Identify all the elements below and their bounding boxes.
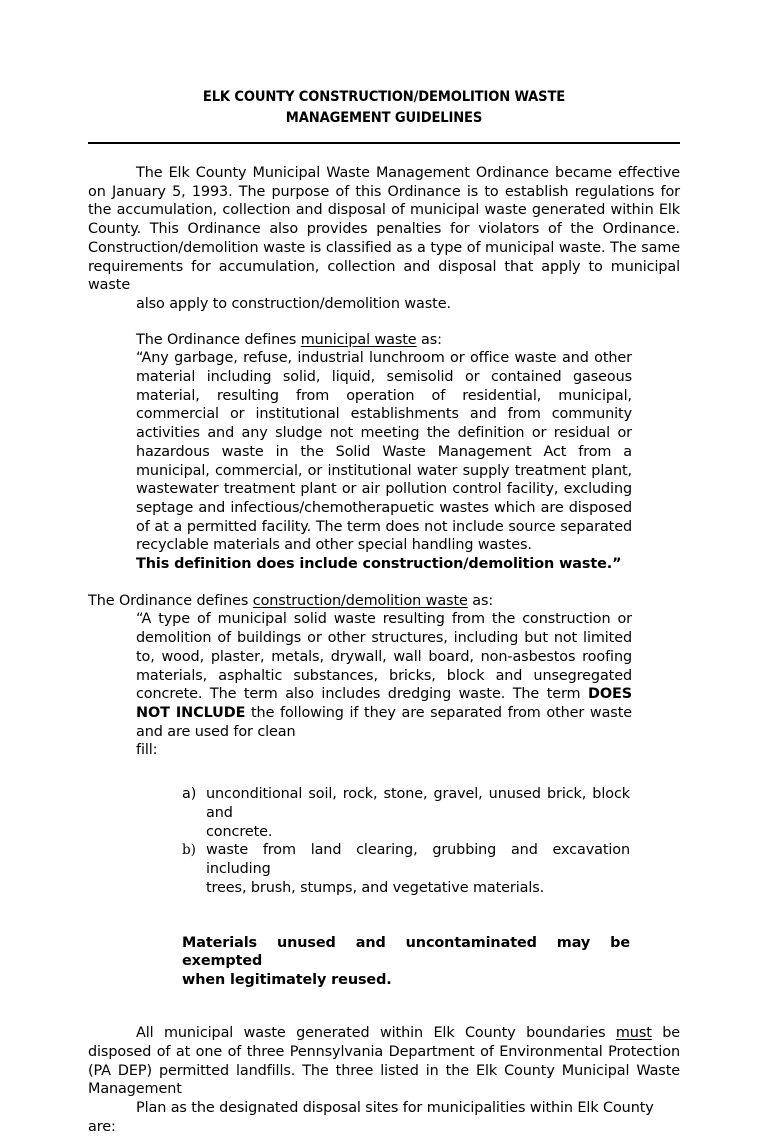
municipal-waste-definition-bold: This definition does include construction/demolition waste.” — [136, 556, 622, 573]
list-item-body: unconditional soil, rock, stone, gravel, unused brick, block and — [206, 786, 630, 821]
exclusion-list — [182, 785, 630, 897]
document-content — [88, 86, 680, 1136]
intro-paragraph-body: The Elk County Municipal Waste Management Ordinance became effective on January 5, 1993. The purpose of this Ordinance is to establish regulations for the accumulation, collection and disposal of municipal waste generated within Elk County. This Ordinance also provides penalties for violators of the Ordinance. Construction/demolition waste is classified as a type of municipal waste. The same requirements for accumulation, collection and disposal that apply to municipal waste — [88, 165, 680, 294]
list-item-text — [206, 786, 630, 841]
list-item-last-line: concrete. — [206, 823, 273, 840]
cd-waste-definition-part2: the following if they are separated from other waste and are used for clean — [136, 704, 632, 740]
cd-waste-lead-prefix: The Ordinance defines — [88, 592, 253, 609]
exemption-note-body: Materials unused and uncontaminated may be exempted — [182, 934, 630, 970]
spacer — [88, 1004, 680, 1024]
list-item-text — [206, 842, 630, 897]
municipal-waste-term: municipal waste — [300, 331, 417, 348]
municipal-waste-lead-prefix: The Ordinance defines — [136, 331, 301, 348]
intro-paragraph-last-line: also apply to construction/demolition waste. — [136, 295, 451, 312]
closing-paragraph — [88, 1024, 680, 1136]
title-line-2: MANAGEMENT GUIDELINES — [285, 109, 483, 126]
page-title — [88, 86, 680, 128]
cd-waste-definition-last-line: fill: — [136, 742, 158, 759]
list-marker-a: a) — [182, 786, 197, 803]
intro-paragraph — [88, 164, 680, 314]
spacer — [88, 144, 680, 164]
cd-waste-definition — [136, 610, 632, 760]
closing-paragraph-part1: All municipal waste generated within Elk County boundaries — [136, 1025, 616, 1042]
municipal-waste-definition-body: “Any garbage, refuse, industrial lunchroom or office waste and other material including solid, liquid, semisolid or contained gaseous material, resulting from operation of residential, municipal, commercial or institutional establishments and from community activities and any sludge not meeting the definition or residual or hazardous waste in the Solid Waste Management Act from a municipal, commercial, or institutional water supply treatment plant, wastewater treatment plant or air pollution control facility, excluding septage and infectious/chemotherapuetic wastes which are disposed of at a permitted facility. The term does not include source separated recyclable materials and other special handling wastes. — [136, 350, 632, 554]
list-item — [182, 841, 630, 897]
closing-paragraph-part2: be disposed of at one of three Pennsylvania Department of Environmental Protection (PA DEP) permitted landfills. The three listed in the Elk County Municipal Waste Management — [88, 1025, 680, 1098]
title-line-1: ELK COUNTY CONSTRUCTION/DEMOLITION WASTE — [202, 88, 566, 105]
list-item-body: waste from land clearing, grubbing and excavation including — [206, 842, 630, 877]
list-item — [182, 785, 630, 841]
cd-waste-term: construction/demolition waste — [252, 592, 468, 609]
cd-waste-definition-bold: DOES NOT INCLUDE — [136, 686, 632, 721]
cd-waste-lead — [88, 592, 680, 611]
list-marker-b: b) — [182, 842, 196, 859]
exemption-note — [182, 934, 630, 990]
spacer — [88, 897, 680, 919]
closing-paragraph-last-line: Plan as the designated disposal sites for municipalities within Elk County are: — [88, 1100, 654, 1135]
spacer — [88, 574, 680, 592]
cd-waste-definition-part1: “A type of municipal solid waste resulting from the construction or demolition of buildings or other structures, including but not limited to, wood, plaster, metals, drywall, wall board, non-asbestos roofing materials, asphaltic substances, bricks, block and unsegregated concrete. The term also includes dredging waste. The term — [136, 611, 632, 703]
cd-waste-lead-suffix: as: — [467, 592, 494, 609]
municipal-waste-section — [136, 331, 632, 574]
exemption-note-last-line: when legitimately reused. — [182, 972, 392, 989]
spacer — [88, 760, 680, 785]
spacer — [88, 314, 680, 331]
municipal-waste-definition — [136, 349, 632, 573]
municipal-waste-lead-suffix: as: — [416, 331, 442, 348]
cd-waste-definition-block — [136, 610, 632, 760]
municipal-waste-lead — [136, 331, 632, 350]
list-item-last-line: trees, brush, stumps, and vegetative materials. — [206, 879, 545, 896]
closing-paragraph-underlined: must — [615, 1025, 652, 1042]
